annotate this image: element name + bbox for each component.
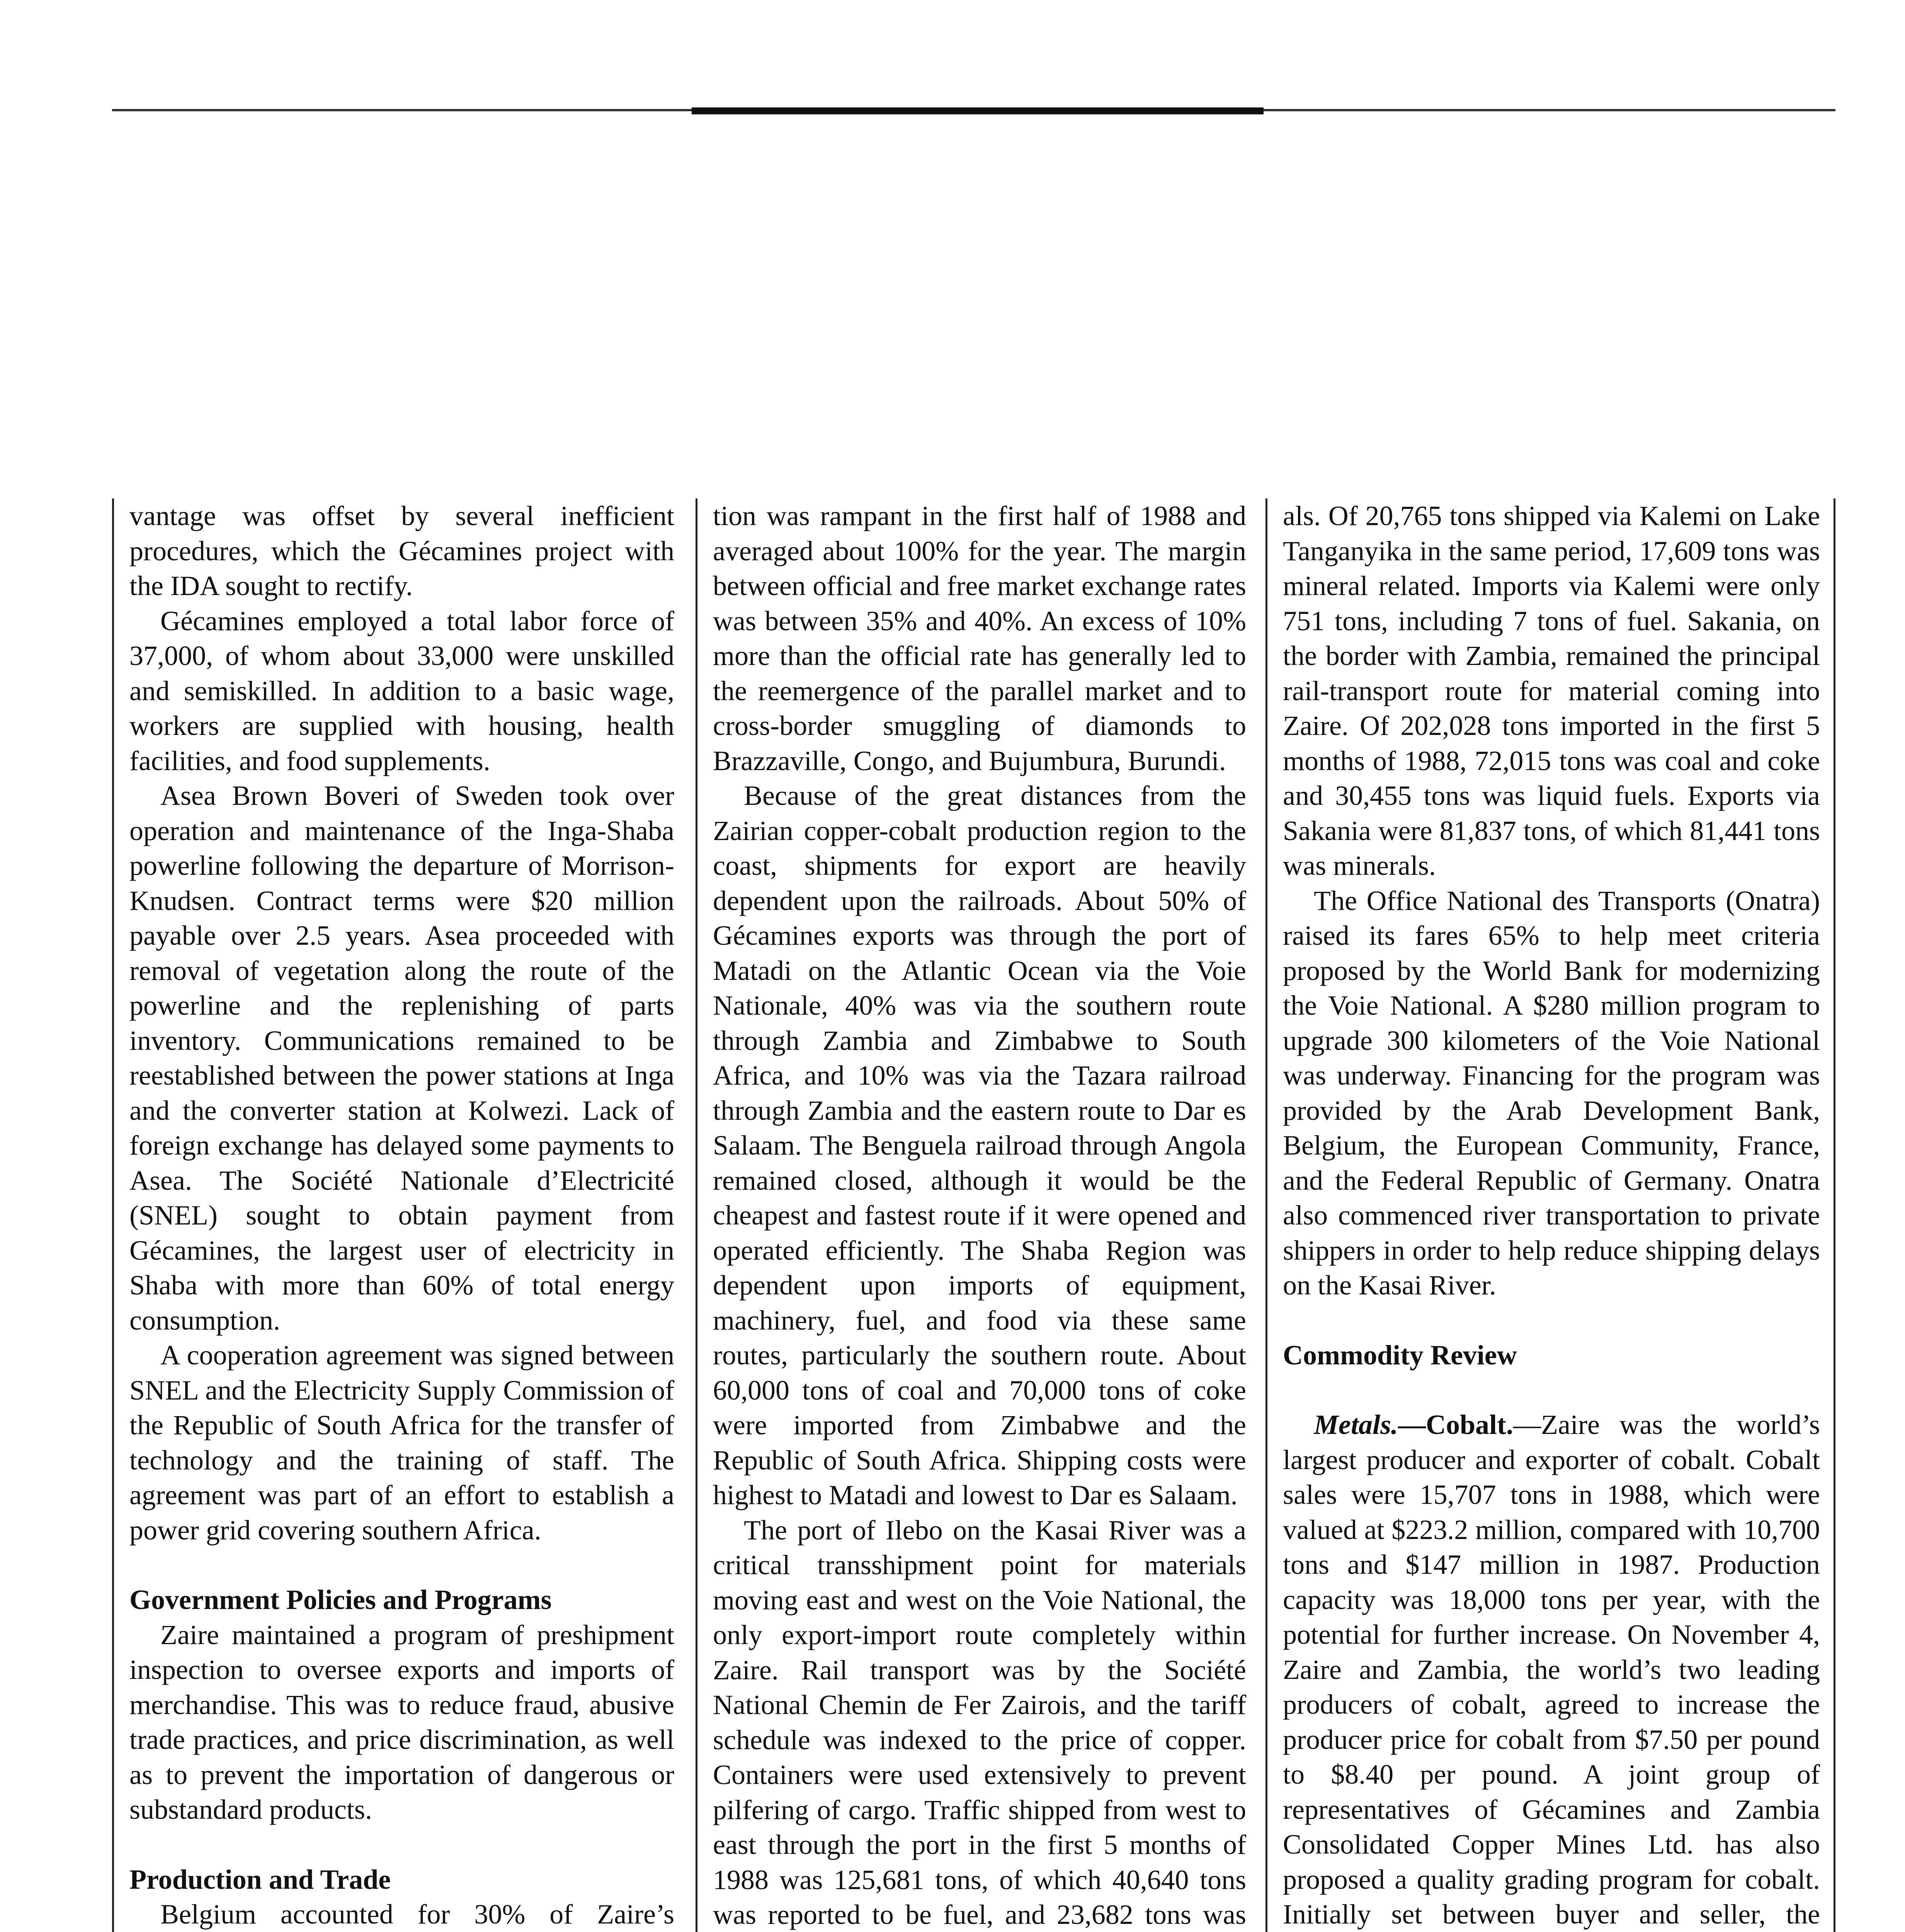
- header-rule-accent: [692, 107, 1264, 114]
- section-heading-government-policies: Government Policies and Programs: [129, 1584, 552, 1615]
- paragraph: Asea Brown Boveri of Sweden took over operation and maintenance of the Inga-Shaba powerline following the departure of Morrison-Knudsen. Contract terms were $20 million payable over 2.5 years. Asea proceeded with removal of vegetation along the route of the powerline and the replenishing of parts inventory. Communications remained to be reestablished between the power stations at Inga and the converter station at Kolwezi. Lack of foreign exchange has delayed some payments to Asea. The Société Nationale d’Electricité (SNEL) sought to obtain payment from Gécamines, the largest user of electricity in Shaba with more than 60% of total energy consumption.: [129, 780, 674, 1336]
- paragraph: Belgium accounted for 30% of Zaire’s: [160, 1899, 674, 1930]
- column-rule-left: [112, 498, 114, 1932]
- paragraph: Zaire maintained a program of preshipment inspection to oversee exports and imports of merchandise. This was to reduce fraud, abusive trade practices, and price discrimination, as well as to prevent the importation of dangerous or substandard products.: [129, 1619, 674, 1825]
- spacer: [1283, 1303, 1820, 1338]
- text-column-3: [1283, 498, 1820, 1932]
- subhead-dash: —: [1398, 1409, 1426, 1440]
- section-heading-production-trade: Production and Trade: [129, 1864, 391, 1895]
- spacer: [129, 1548, 674, 1582]
- text-column-2: [713, 498, 1246, 1932]
- paragraph: vantage was offset by several inefficient procedures, which the Gécamines project with the IDA sought to rectify.: [129, 500, 674, 601]
- paragraph: Because of the great distances from the Zairian copper-cobalt production region to the coast, shipments for export are heavily dependent upon the railroads. About 50% of Gécamines exports was through the port of Matadi on the Atlantic Ocean via the Voie Nationale, 40% was via the southern route through Zambia and Zimbabwe to South Africa, and 10% was via the Tazara railroad through Zambia and the eastern route to Dar es Salaam. The Benguela railroad through Angola remained closed, although it would be the cheapest and fastest route if it were opened and operated efficiently. The Shaba Region was dependent upon imports of equipment, machinery, fuel, and food via these same routes, particularly the southern route. About 60,000 tons of coal and 70,000 tons of coke were imported from Zimbabwe and the Republic of South Africa. Shipping costs were highest to Matadi and lowest to Dar es Salaam.: [713, 780, 1246, 1510]
- paragraph-cobalt: [1283, 1407, 1820, 1932]
- text-column-1: [129, 498, 674, 1932]
- paragraph-text: —Zaire was the world’s largest producer and exporter of cobalt. Cobalt sales were 15,707 tons in 1988, which were valued at $223.2 million, compared with 10,700 tons and $147 million in 1987. Production capacity was 18,000 tons per year, with the potential for further increase. On November 4, Zaire and Zambia, the world’s two leading producers of cobalt, agreed to increase the producer price for cobalt from $7.50 per pound to $8.40 per pound. A joint group of representatives of Gécamines and Zambia Consolidated Copper Mines Ltd. has also proposed a quality grading program for cobalt. Initially set between buyer and seller, the: [1283, 1409, 1820, 1930]
- paragraph: The port of Ilebo on the Kasai River was a critical transshipment point for materials moving east and west on the Voie National, the only export-import route completely within Zaire. Rail transport was by the Société National Chemin de Fer Zairois, and the tariff schedule was indexed to the price of copper. Containers were used extensively to prevent pilfering of cargo. Traffic shipped from west to east through the port in the first 5 months of 1988 was 125,681 tons, of which 40,640 tons was reported to be fuel, and 23,682 tons was: [713, 1514, 1246, 1930]
- paragraph: The Office National des Transports (Onatra) raised its fares 65% to help meet criteria proposed by the World Bank for modernizing the Voie National. A $280 million program to upgrade 300 kilometers of the Voie National was underway. Financing for the program was provided by the Arab Development Bank, Belgium, the European Community, France, and the Federal Republic of Germany. Onatra also commenced river transportation to private shippers in order to help reduce shipping delays on the Kasai River.: [1283, 885, 1820, 1301]
- column-rule-2: [1265, 498, 1267, 1932]
- paragraph: tion was rampant in the first half of 1988 and averaged about 100% for the year. The margin between official and free market exchange rates was between 35% and 40%. An excess of 10% more than the official rate has generally led to the reemergence of the parallel market and to cross-border smuggling of diamonds to Brazzaville, Congo, and Bujumbura, Burundi.: [713, 500, 1246, 776]
- section-heading-commodity-review: Commodity Review: [1283, 1339, 1517, 1371]
- column-rule-right: [1834, 498, 1835, 1932]
- spacer: [129, 1827, 674, 1862]
- column-rule-1: [696, 498, 697, 1932]
- subhead-cobalt: Cobalt.: [1426, 1409, 1514, 1440]
- paragraph: als. Of 20,765 tons shipped via Kalemi on Lake Tanganyika in the same period, 17,609 tons was mineral related. Imports via Kalemi were only 751 tons, including 7 tons of fuel. Sakania, on the border with Zambia, remained the principal rail-transport route for material coming into Zaire. Of 202,028 tons imported in the first 5 months of 1988, 72,015 tons was coal and coke and 30,455 tons was liquid fuels. Exports via Sakania were 81,837 tons, of which 81,441 tons was minerals.: [1283, 500, 1820, 881]
- paragraph: Gécamines employed a total labor force of 37,000, of whom about 33,000 were unskilled and semiskilled. In addition to a basic wage, workers are supplied with housing, health facilities, and food supplements.: [129, 605, 674, 776]
- paragraph: A cooperation agreement was signed between SNEL and the Electricity Supply Commission of the Republic of South Africa for the transfer of technology and the training of staff. The agreement was part of an effort to establish a power grid covering southern Africa.: [129, 1340, 674, 1546]
- spacer: [1283, 1372, 1820, 1407]
- subhead-metals: Metals.: [1314, 1409, 1398, 1440]
